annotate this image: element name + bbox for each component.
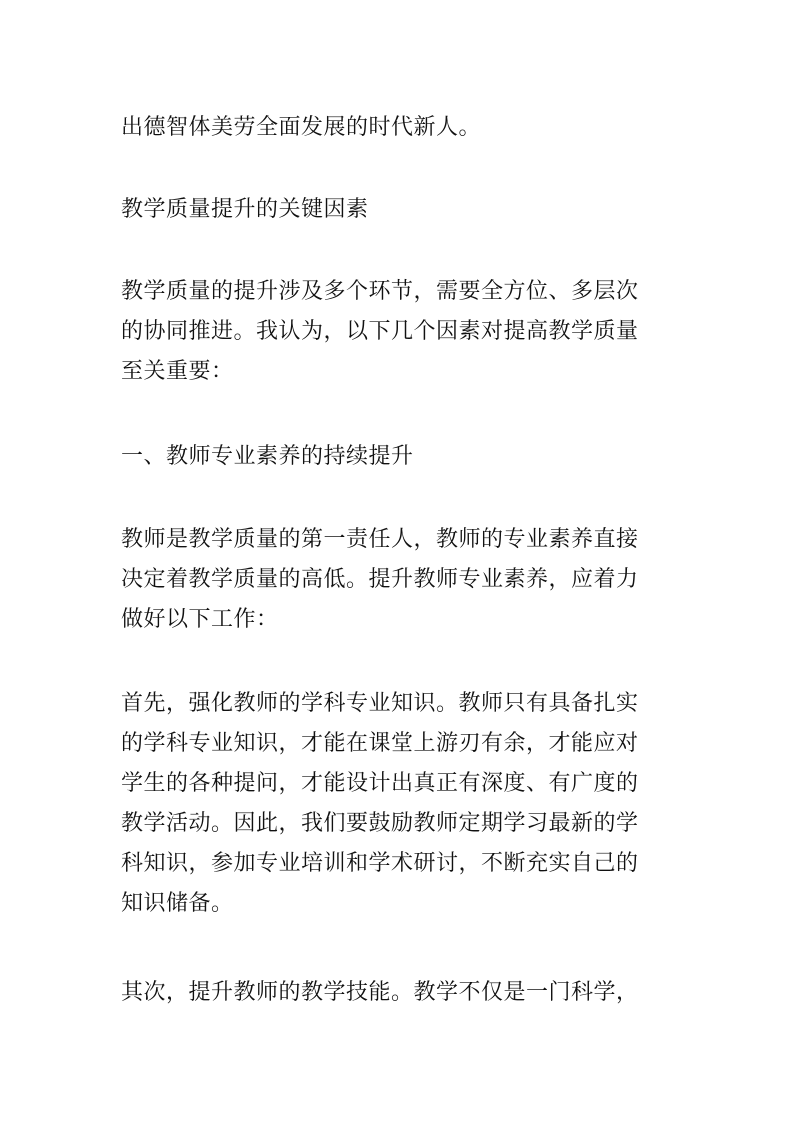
text-line: 学生的各种提问，才能设计出真正有深度、有广度的 xyxy=(121,771,639,796)
text-line: 的学科专业知识，才能在课堂上游刃有余，才能应对 xyxy=(121,731,639,756)
paragraph-closing-sentence xyxy=(121,108,681,148)
text-line: 教学质量提升的关键因素 xyxy=(121,197,369,222)
text-line: 决定着教学质量的高低。提升教师专业素养，应着力 xyxy=(121,567,639,592)
text-line: 科知识，参加专业培训和学术研讨，不断充实自己的 xyxy=(121,851,639,876)
paragraph-subject-knowledge xyxy=(121,684,681,924)
text-line: 教师是教学质量的第一责任人，教师的专业素养直接 xyxy=(121,527,639,552)
text-line: 知识储备。 xyxy=(121,891,234,916)
paragraph-teacher-responsibility xyxy=(121,520,681,640)
text-line: 的协同推进。我认为，以下几个因素对提高教学质量 xyxy=(121,319,639,344)
text-line: 至关重要： xyxy=(121,359,234,384)
text-line: 教学活动。因此，我们要鼓励教师定期学习最新的学 xyxy=(121,811,639,836)
text-line: 首先，强化教师的学科专业知识。教师只有具备扎实 xyxy=(121,691,639,716)
paragraph-teaching-skills xyxy=(121,973,681,1013)
paragraph-intro-factors xyxy=(121,272,681,392)
text-line: 出德智体美劳全面发展的时代新人。 xyxy=(121,115,482,140)
text-line: 教学质量的提升涉及多个环节，需要全方位、多层次 xyxy=(121,279,639,304)
subheading-teacher-literacy xyxy=(121,437,681,477)
text-line: 做好以下工作： xyxy=(121,607,279,632)
text-line: 一、教师专业素养的持续提升 xyxy=(121,444,414,469)
section-heading-key-factors xyxy=(121,190,681,230)
text-line: 其次，提升教师的教学技能。教学不仅是一门科学， xyxy=(121,980,639,1005)
